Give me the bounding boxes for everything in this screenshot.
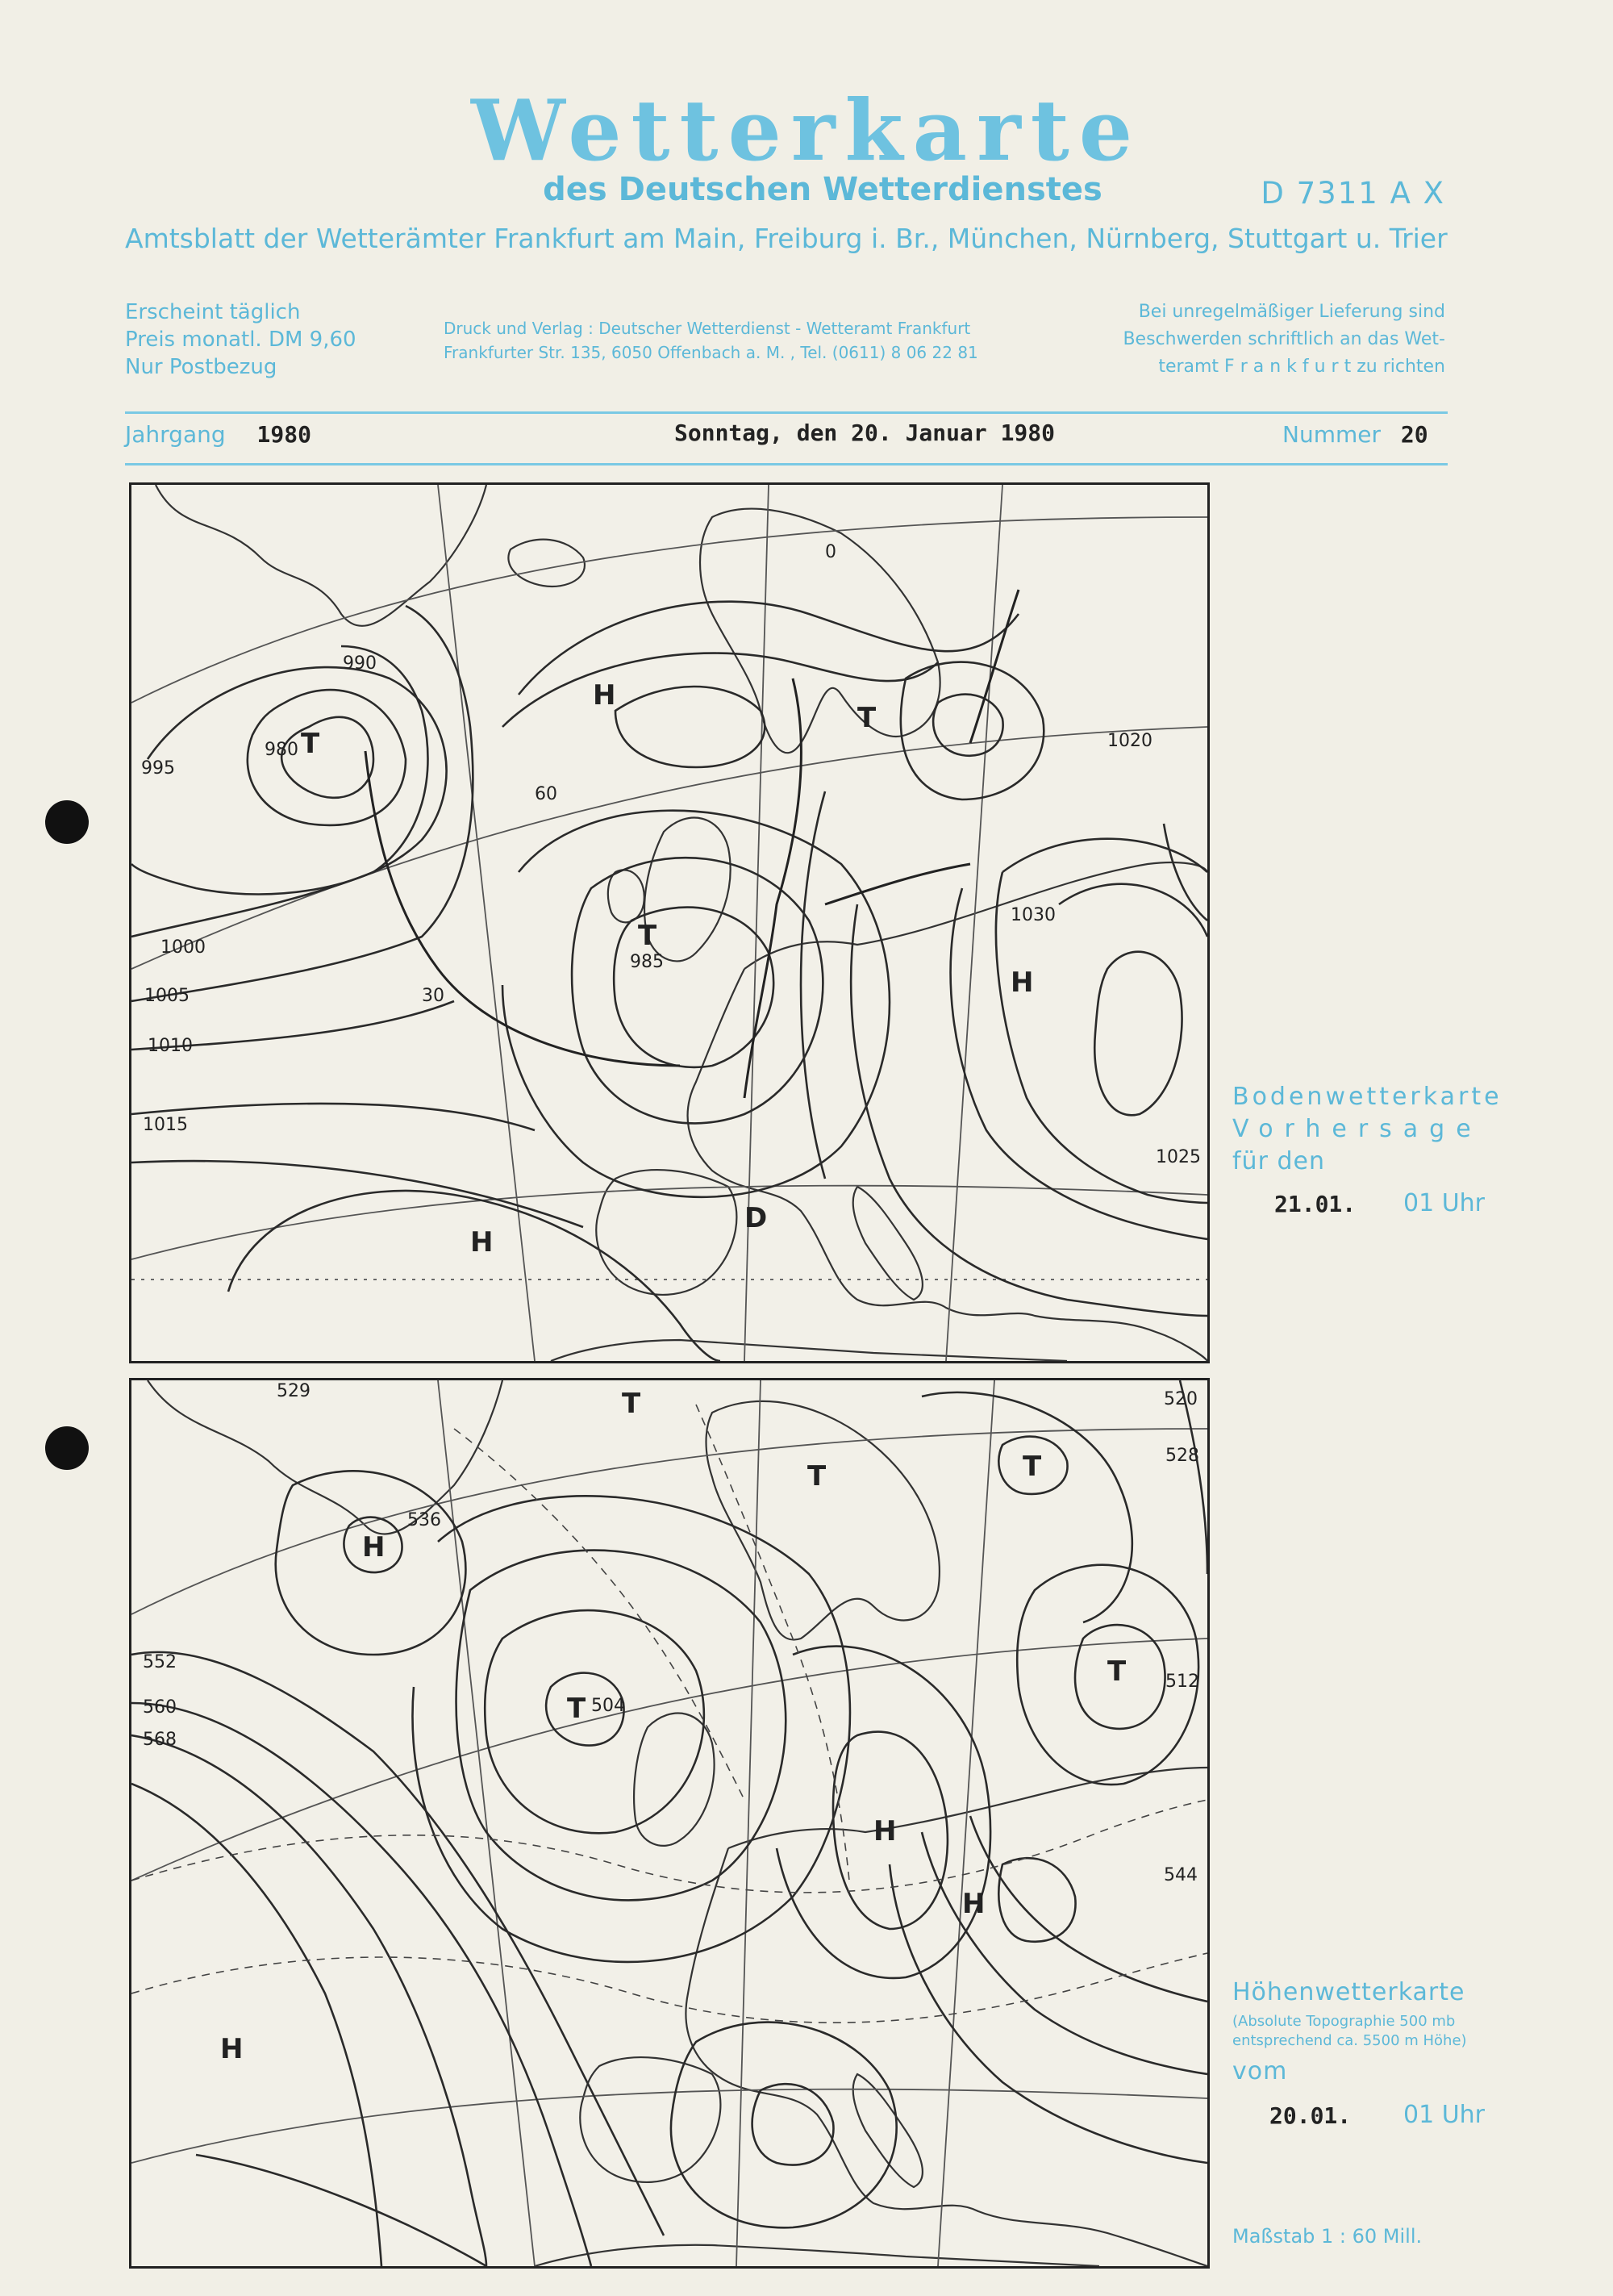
header-rule-bottom — [125, 463, 1448, 465]
nummer — [1282, 421, 1428, 448]
coastline-greenland — [156, 485, 486, 626]
contour-label: 504 — [591, 1696, 625, 1716]
coastline-africa — [551, 1340, 1067, 1361]
upper-air-map — [129, 1378, 1210, 2269]
caption-line: Bodenwetterkarte — [1232, 1083, 1503, 1111]
punch-hole-upper — [45, 800, 89, 844]
height-contour — [131, 1784, 381, 2266]
info-center-line: Druck und Verlag : Deutscher Wetterdienst - Wetteramt Frankfurt — [444, 319, 971, 338]
isobar-label: 1020 — [1107, 731, 1152, 751]
isotherm — [696, 1405, 849, 1881]
isobar-label: 980 — [265, 740, 298, 760]
info-center-line: Frankfurter Str. 135, 6050 Offenbach a. M. , Tel. (0611) 8 06 22 81 — [444, 343, 978, 362]
grid-label: 60 — [535, 784, 557, 804]
masthead-title: Wetterkarte — [471, 81, 1142, 180]
amtsblatt-line: Amtsblatt der Wetterämter Frankfurt am Main, Freiburg i. Br., München, Nürnberg, Stuttgart u. Trier — [125, 223, 1448, 254]
upper-map-date-stamp: 20.01. — [1269, 2102, 1352, 2129]
grid-label: 0 — [825, 542, 836, 562]
upper-map-title: Höhenwetterkarte — [1232, 1978, 1465, 2006]
isobar-label: 990 — [343, 653, 377, 674]
upper-map-subtitle-line: (Absolute Topographie 500 mb — [1232, 2013, 1456, 2030]
surface-map-svg — [131, 485, 1207, 1361]
high-center: H — [220, 2033, 244, 2065]
coastline-greenland — [148, 1380, 502, 1534]
coastline-italy — [853, 1187, 923, 1300]
low-center: T — [638, 920, 657, 952]
parallel — [131, 1429, 1207, 1614]
info-right-line: Bei unregelmäßiger Lieferung sind — [1138, 302, 1445, 322]
isobar — [901, 662, 1044, 799]
coastline-continent — [686, 1768, 1207, 2266]
high-center: H — [593, 679, 616, 712]
upper-map-time: 01 Uhr — [1403, 2101, 1486, 2129]
contour-label: 528 — [1165, 1446, 1199, 1466]
header-rule-top — [125, 411, 1448, 414]
surface-weather-map — [129, 482, 1210, 1363]
height-contour — [922, 1392, 1132, 1622]
contour-label: 536 — [407, 1510, 441, 1530]
contour-label: 512 — [1165, 1672, 1199, 1692]
parallel — [131, 517, 1207, 703]
isobar-label: 985 — [630, 952, 664, 972]
isobar-label: 995 — [141, 758, 175, 779]
low-center: T — [807, 1460, 827, 1492]
high-center: H — [873, 1815, 897, 1847]
height-contour — [485, 1610, 704, 1833]
height-contour — [131, 1703, 591, 2266]
isobar-label: 1025 — [1156, 1147, 1201, 1167]
info-left — [125, 298, 356, 381]
coastline-africa — [535, 2245, 1099, 2266]
high-center: H — [962, 1888, 986, 1920]
surface-map-time: 01 Uhr — [1403, 1189, 1486, 1217]
upper-map-vom: vom — [1232, 2057, 1288, 2085]
low-center: T — [567, 1693, 586, 1725]
low-center: T — [1023, 1451, 1042, 1483]
info-right — [1103, 298, 1445, 381]
contour-label: 552 — [143, 1652, 177, 1672]
upper-map-svg — [131, 1380, 1207, 2266]
grid-label: 30 — [422, 986, 444, 1006]
coastline-ireland — [608, 870, 644, 922]
isobar — [933, 695, 1003, 756]
isobar — [572, 858, 823, 1123]
low-center: T — [301, 728, 320, 760]
height-contour — [131, 1735, 486, 2266]
height-contour — [1180, 1380, 1207, 1574]
info-right-line: teramt F r a n k f u r t zu richten — [1158, 357, 1445, 377]
parallel — [131, 1186, 1207, 1259]
isobar — [228, 1191, 720, 1361]
height-contour — [131, 1652, 664, 2235]
caption-line: Vorhersage — [1232, 1115, 1482, 1143]
coastline-iberia — [580, 2057, 720, 2182]
contour-label: 529 — [277, 1381, 311, 1401]
height-contour — [890, 1864, 1207, 2163]
coastline-british-isles — [644, 818, 731, 962]
height-contour — [970, 1816, 1207, 2002]
info-left-line: Erscheint täglich — [125, 300, 301, 324]
nummer-value: 20 — [1400, 421, 1428, 448]
upper-map-subtitle — [1232, 2012, 1467, 2051]
isobar-label: 1010 — [148, 1036, 193, 1056]
height-contour — [998, 1858, 1075, 1942]
height-contour — [196, 2155, 486, 2266]
punch-hole-lower — [45, 1426, 89, 1470]
isobar — [502, 811, 890, 1197]
isobar-label: 1030 — [1011, 905, 1056, 925]
surface-map-caption — [1232, 1081, 1503, 1178]
contour-label: 560 — [143, 1697, 177, 1718]
issue-date: Sonntag, den 20. Januar 1980 — [674, 420, 1056, 446]
surface-map-date-stamp: 21.01. — [1274, 1191, 1357, 1217]
high-center: H — [470, 1226, 494, 1259]
info-left-line: Preis monatl. DM 9,60 — [125, 328, 356, 352]
low-center: T — [622, 1388, 641, 1420]
high-center: H — [362, 1531, 386, 1563]
height-contour — [752, 2084, 834, 2165]
jahrgang-label: Jahrgang — [125, 421, 226, 448]
caption-line: für den — [1232, 1147, 1325, 1175]
jahrgang — [125, 421, 311, 448]
contour-label: 544 — [1164, 1865, 1198, 1885]
info-right-line: Beschwerden schriftlich an das Wet- — [1123, 329, 1445, 349]
low-center: T — [857, 702, 877, 734]
height-contour — [412, 1496, 849, 1962]
nummer-label: Nummer — [1282, 421, 1381, 448]
info-left-line: Nur Postbezug — [125, 355, 277, 379]
contour-label: 520 — [1164, 1389, 1198, 1409]
jahrgang-value: 1980 — [256, 421, 311, 448]
coastline-italy — [853, 2074, 923, 2187]
high-center: H — [1011, 966, 1034, 999]
isobar-label: 1000 — [160, 937, 206, 958]
low-center: T — [1107, 1655, 1127, 1688]
parallel — [131, 727, 1207, 969]
document-id: D 7311 A X — [1261, 176, 1445, 211]
isobar-label: 1005 — [144, 986, 190, 1006]
coastline-continent — [688, 862, 1207, 1361]
isobar — [1094, 952, 1182, 1116]
isobar — [131, 1104, 535, 1130]
masthead-subtitle: des Deutschen Wetterdienstes — [543, 171, 1102, 208]
info-center — [444, 316, 978, 365]
coastline-scandinavia — [700, 509, 940, 754]
parallel — [131, 2089, 1207, 2163]
isotherm — [131, 1953, 1207, 2023]
isobar-label: 1015 — [143, 1115, 188, 1135]
upper-map-subtitle-line: entsprechend ca. 5500 m Höhe) — [1232, 2032, 1467, 2049]
meridian — [736, 1380, 761, 2266]
contour-label: 568 — [143, 1730, 177, 1750]
map-scale: Maßstab 1 : 60 Mill. — [1232, 2225, 1423, 2248]
isobar — [615, 687, 765, 767]
d-center: D — [744, 1202, 768, 1234]
